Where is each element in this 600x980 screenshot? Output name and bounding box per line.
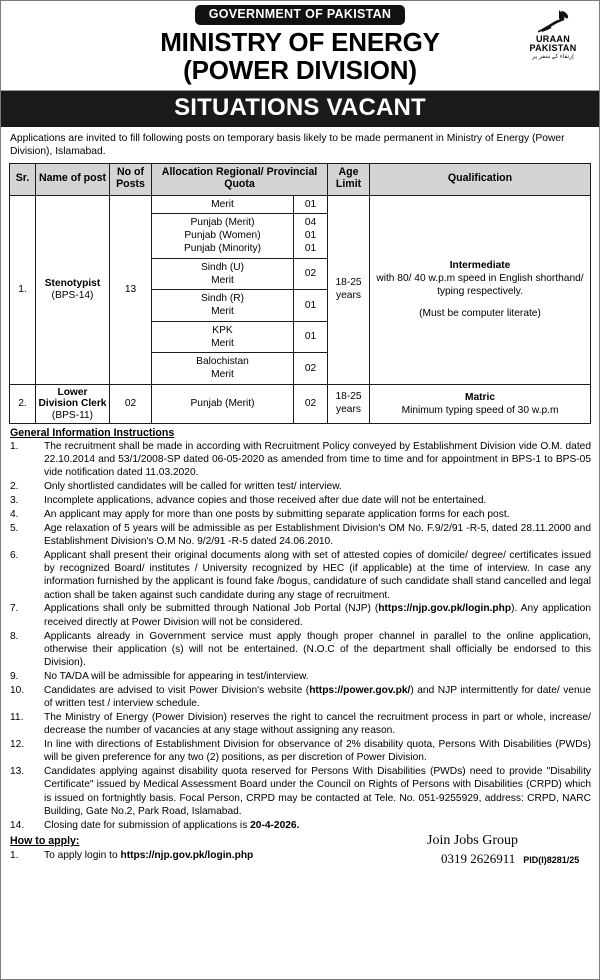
page-title: MINISTRY OF ENERGY bbox=[160, 27, 440, 58]
post-name-1: Stenotypist bbox=[44, 278, 101, 290]
contact-phone: 0319 2626911 bbox=[441, 850, 516, 866]
cell-post-1 bbox=[36, 195, 110, 384]
uraan-pakistan-logo bbox=[517, 9, 589, 61]
cell-no-of-posts-2: 02 bbox=[110, 384, 152, 423]
page-subtitle: (POWER DIVISION) bbox=[183, 54, 417, 85]
jobs-table-wrapper bbox=[1, 163, 599, 424]
instruction-number: 6. bbox=[10, 549, 19, 561]
qualification-head-2: Matric bbox=[465, 391, 496, 403]
cell-qualification-2 bbox=[370, 384, 591, 423]
njp-login-link[interactable]: https://njp.gov.pk/login.php bbox=[120, 850, 254, 862]
instruction-item bbox=[10, 494, 591, 507]
instructions-title: General Information Instructions bbox=[10, 426, 175, 439]
cell-quota-1-6: Balochistan Merit bbox=[152, 353, 294, 385]
how-to-apply-prefix: To apply login to bbox=[44, 850, 121, 862]
instruction-text: In line with directions of Establishment Division for observance of 2% disability quota, Persons With Disabilities (PWDs) will be given preference for any two (2) positions, as per discretion of Power Division. bbox=[44, 738, 591, 764]
instruction-text: Incomplete applications, advance copies and those received after due date will not be entertained. bbox=[44, 495, 487, 507]
qualification-body-1: with 80/ 40 w.p.m speed in English shorthand/ typing respectively. bbox=[376, 272, 584, 298]
qualification-head-1: Intermediate bbox=[449, 259, 511, 271]
age-limit-1-line1: 18-25 bbox=[335, 277, 362, 289]
col-header-age-limit: Age Limit bbox=[328, 163, 370, 195]
instruction-text: Candidates applying against disability quota reserved for Persons With Disabilities (PWDs) need to provide "Disability Certificate" issued by Medical Assessment Board under the Council on Rights of Persons with Disabilities (CRPD) which is issued on fortnightly basis. Focal Person, CRPD may be contacted at Tele. No. 051-9255929, address: CRPD, NARC Building, Gate No.2, Park Road, Islamabad. bbox=[44, 766, 591, 817]
instruction-text: The Ministry of Energy (Power Division) reserves the right to cancel the recruitment process in part or whole, increase/ decrease the number of vacancies at any stage without assigning any reason. bbox=[44, 711, 591, 737]
cell-sr-2: 2. bbox=[10, 384, 36, 423]
credit-block bbox=[379, 832, 589, 868]
logo-name-line1: URAAN bbox=[536, 34, 570, 44]
join-jobs-group-label: Join Jobs Group bbox=[427, 833, 519, 849]
cell-quota-1-4: Sindh (R) Merit bbox=[152, 290, 294, 322]
credit-phone-row bbox=[379, 850, 589, 868]
col-header-post: Name of post bbox=[36, 163, 110, 195]
cell-quota-count-1-1: 01 bbox=[294, 195, 328, 213]
qualification-note-1: (Must be computer literate) bbox=[419, 308, 541, 320]
instruction-number: 3. bbox=[10, 495, 19, 507]
instruction-number: 5. bbox=[10, 522, 19, 534]
instruction-number: 8. bbox=[10, 630, 19, 642]
government-badge: GOVERNMENT OF PAKISTAN bbox=[195, 5, 406, 25]
instruction-text: Only shortlisted candidates will be called for written test/ interview. bbox=[44, 481, 342, 493]
qualification-body-2: Minimum typing speed of 30 w.p.m bbox=[401, 404, 559, 416]
instruction-item bbox=[10, 440, 591, 480]
post-bps-1: (BPS-14) bbox=[51, 289, 94, 301]
cell-age-limit-1 bbox=[328, 195, 370, 384]
post-name-2: Lower Division Clerk bbox=[38, 386, 107, 410]
instruction-item bbox=[10, 508, 591, 521]
cell-sr-1: 1. bbox=[10, 195, 36, 384]
instruction-emphasis: 20-4-2026. bbox=[250, 819, 300, 831]
instruction-item bbox=[10, 670, 591, 683]
age-limit-2-line1: 18-25 bbox=[335, 391, 362, 403]
instruction-text: Candidates are advised to visit Power Division's website (https://power.gov.pk/) and NJP intermittently for date/ venue of written test / interview schedule. bbox=[44, 684, 591, 709]
instruction-item bbox=[10, 819, 591, 832]
table-header-row bbox=[10, 163, 591, 195]
instruction-text: No TA/DA will be admissible for appearing in test/interview. bbox=[44, 670, 309, 682]
logo-name-line2: PAKISTAN bbox=[529, 43, 577, 53]
cell-quota-count-1-3: 02 bbox=[294, 258, 328, 290]
instruction-number: 7. bbox=[10, 603, 19, 615]
instruction-text: Age relaxation of 5 years will be admissible as per Establishment Division's OM No. F.9/2/91 -R-5, dated 28.11.2000 and Establishment Division's O.M No. 9/2/91 -R-5 dated 24.06.2010. bbox=[44, 522, 591, 547]
masthead bbox=[1, 1, 599, 91]
footer bbox=[1, 832, 599, 866]
table-row bbox=[10, 195, 591, 213]
cell-quota-1-3: Sindh (U) Merit bbox=[152, 258, 294, 290]
col-header-qualification: Qualification bbox=[370, 163, 591, 195]
qualification-spacer-1 bbox=[372, 298, 588, 307]
instruction-item bbox=[10, 711, 591, 738]
instruction-number: 2. bbox=[10, 481, 19, 493]
how-to-apply-number: 1. bbox=[10, 850, 19, 862]
cell-age-limit-2 bbox=[328, 384, 370, 423]
col-header-no-of-posts: No of Posts bbox=[110, 163, 152, 195]
intro-paragraph: Applications are invited to fill following posts on temporary basis likely to be made permanent in Ministry of Energy (Power Division), Islamabad. bbox=[10, 132, 565, 158]
instruction-number: 11. bbox=[10, 711, 24, 723]
age-limit-1-line2: years bbox=[336, 289, 361, 301]
col-header-sr: Sr. bbox=[10, 163, 36, 195]
post-bps-2: (BPS-11) bbox=[51, 409, 94, 421]
flag-bird-icon bbox=[517, 9, 589, 35]
cell-quota-count-1-4: 01 bbox=[294, 290, 328, 322]
instruction-number: 4. bbox=[10, 508, 19, 520]
instruction-item bbox=[10, 522, 591, 549]
cell-quota-count-1-6: 02 bbox=[294, 353, 328, 385]
instruction-text: Applicant shall present their original documents along with set of attested copies of domicile/ degree/ certificates issued by recognized Board/ institutes / University recognized by HEC (if applicable) at the time of interview. In case any information furnished by the applicant is found fake /bogus, candidature of such candidate shall stand cancelled and legal action shall be taken against such candidate during any stage of recruitment. bbox=[44, 549, 591, 601]
table-row bbox=[10, 384, 591, 423]
instruction-item bbox=[10, 549, 591, 602]
instruction-emphasis[interactable]: https://njp.gov.pk/login.php bbox=[378, 603, 512, 615]
instruction-number: 12. bbox=[10, 738, 25, 750]
instruction-item bbox=[10, 630, 591, 670]
instruction-item bbox=[10, 480, 591, 493]
instruction-number: 1. bbox=[10, 440, 19, 452]
cell-quota-count-1-5: 01 bbox=[294, 321, 328, 353]
instruction-item bbox=[10, 602, 591, 629]
jobs-table bbox=[9, 163, 591, 424]
cell-post-2 bbox=[36, 384, 110, 423]
instruction-text: An applicant may apply for more than one posts by submitting separate application forms for each post. bbox=[44, 508, 510, 520]
cell-quota-1-5: KPK Merit bbox=[152, 321, 294, 353]
instruction-item bbox=[10, 684, 591, 711]
cell-quota-2: Punjab (Merit) bbox=[152, 384, 294, 423]
table-header bbox=[10, 163, 591, 195]
instruction-number: 13. bbox=[10, 766, 25, 777]
how-to-apply-title: How to apply: bbox=[10, 835, 80, 848]
instruction-text: Applicants already in Government service must apply though proper channel in parallel to the online application, otherwise their application (s) will not be entertained. (N.O.C of the department shall officially be endorsed to this Division). bbox=[44, 630, 591, 669]
instruction-number: 14. bbox=[10, 819, 25, 831]
cell-quota-count-2: 02 bbox=[294, 384, 328, 423]
instruction-emphasis[interactable]: https://power.gov.pk/ bbox=[309, 684, 411, 696]
logo-urdu-tagline: اِرتقاء کے سفر پر bbox=[532, 54, 574, 60]
cell-no-of-posts-1: 13 bbox=[110, 195, 152, 384]
instruction-number: 10. bbox=[10, 684, 25, 696]
cell-quota-count-1-2: 04 01 01 bbox=[294, 213, 328, 258]
situations-vacant-banner: SITUATIONS VACANT bbox=[1, 91, 599, 127]
instruction-text: Closing date for submission of applications is 20-4-2026. bbox=[44, 819, 300, 831]
cell-quota-1-2: Punjab (Merit) Punjab (Women) Punjab (Minority) bbox=[152, 213, 294, 258]
pid-number: PID(I)8281/25 bbox=[523, 854, 580, 865]
instruction-text: The recruitment shall be made in according with Recruitment Policy conveyed by Establishment Division vide O.M. dated 22.10.2014 and 53/1/2008-SP dated 06-05-2020 as amended from time to time and for appointment in BPS-1 to BPS-05 vide notification dated 11.03.2020. bbox=[44, 440, 591, 479]
age-limit-2-line2: years bbox=[336, 403, 361, 415]
instruction-number: 9. bbox=[10, 670, 19, 682]
cell-quota-1-1: Merit bbox=[152, 195, 294, 213]
instruction-item bbox=[10, 765, 591, 818]
cell-qualification-1 bbox=[370, 195, 591, 384]
instructions-list bbox=[1, 440, 599, 833]
instruction-text: Applications shall only be submitted through National Job Portal (NJP) (https://njp.gov.pk/login.php). Any application received directly at Power Division will not be considered. bbox=[44, 603, 591, 628]
table-body bbox=[10, 195, 591, 423]
col-header-quota: Allocation Regional/ Provincial Quota bbox=[152, 163, 328, 195]
instruction-item bbox=[10, 738, 591, 765]
